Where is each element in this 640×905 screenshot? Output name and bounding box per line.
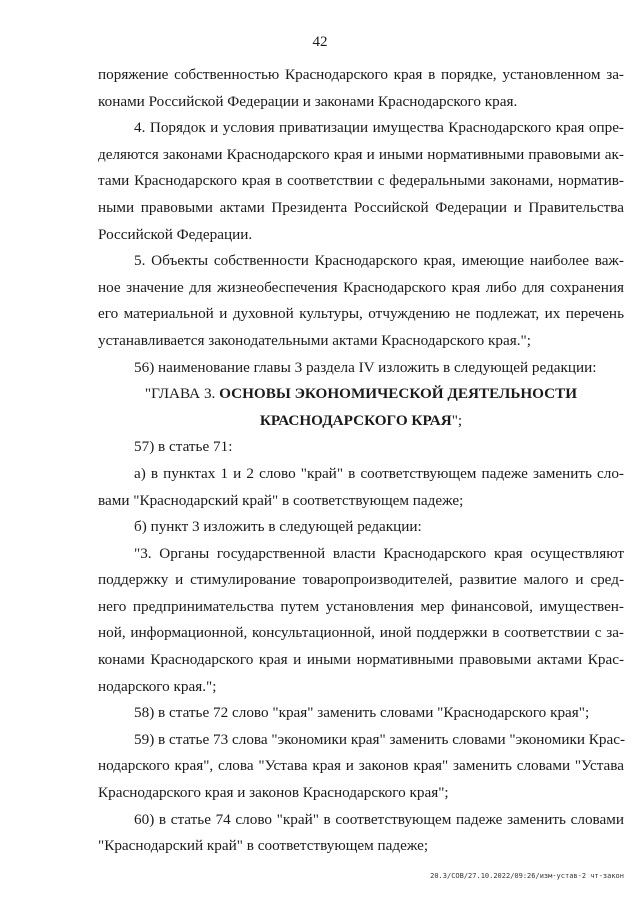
chapter-heading-suffix: "; (451, 411, 463, 429)
text-line: тами Краснодарского края в соответствии с федеральными законами, норматив- (98, 172, 624, 190)
chapter-heading-title-cont: КРАСНОДАРСКОГО КРАЯ (259, 411, 452, 429)
text-line: 56) наименование главы 3 раздела IV изложить в следующей редакции: (134, 358, 597, 376)
paragraph-group-after-heading (98, 434, 624, 860)
paragraph-group-before-heading (98, 62, 624, 381)
paragraph-p2 (98, 115, 624, 248)
text-line: ной, информационной, консультационной, иной поддержки в соответствии с за- (98, 624, 624, 642)
text-line: Краснодарского края и законов Краснодарского края"; (98, 784, 449, 802)
page-number: 42 (312, 34, 328, 50)
document-body (98, 62, 624, 860)
text-line: нодарского края."; (98, 677, 217, 695)
paragraph-p7 (98, 514, 624, 541)
text-line: а) в пунктах 1 и 2 слово "край" в соответствующем падеже заменить сло- (134, 464, 624, 482)
text-line: ное значение для жизнеобеспечения Краснодарского края либо для сохранения (98, 278, 624, 296)
text-line: него предпринимательства путем установления мер финансовой, имуществен- (98, 597, 624, 615)
text-line: устанавливается законодательными актами Краснодарского края."; (98, 331, 531, 349)
paragraph-p4 (98, 355, 624, 382)
text-line: поряжение собственностью Краснодарского края в порядке, установленном за- (98, 66, 624, 83)
text-line: 60) в статье 74 слово "край" в соответствующем падеже заменить словами (134, 810, 624, 828)
text-line: 59) в статье 73 слова "экономики края" заменить словами "экономики Крас- (134, 730, 626, 748)
document-footer-code: 20.3/СОВ/27.10.2022/09:26/изм-устав-2 чт-закон (430, 872, 624, 880)
text-line: "Краснодарский край" в соответствующем падеже; (98, 837, 429, 855)
paragraph-p3 (98, 248, 624, 354)
chapter-heading-prefix: "ГЛАВА 3. (144, 385, 220, 403)
text-line: его материальной и духовной культуры, отчуждению не подлежат, их перечень (98, 305, 624, 323)
text-line: 5. Объекты собственности Краснодарского края, имеющие наиболее важ- (134, 252, 624, 270)
paragraph-p5 (98, 434, 624, 461)
text-line: поддержку и стимулирование товаропроизводителей, развитие малого и сред- (98, 571, 624, 589)
text-line: ными правовыми актами Президента Российской Федерации и Правительства (98, 198, 624, 216)
text-line: вами "Краснодарский край" в соответствующем падеже; (98, 491, 464, 509)
paragraph-p8 (98, 541, 624, 701)
paragraph-p10 (98, 727, 624, 807)
chapter-heading-line-2 (98, 408, 624, 435)
paragraph-p11 (98, 807, 624, 860)
text-line: конами Краснодарского края и иными нормативными правовыми актами Крас- (98, 651, 624, 669)
text-line: 58) в статье 72 слово "края" заменить словами "Краснодарского края"; (134, 704, 590, 722)
chapter-heading (98, 381, 624, 434)
text-line: б) пункт 3 изложить в следующей редакции: (134, 518, 422, 536)
paragraph-p9 (98, 700, 624, 727)
text-line: Российской Федерации. (98, 225, 253, 243)
chapter-heading-title: ОСНОВЫ ЭКОНОМИЧЕСКОЙ ДЕЯТЕЛЬНОСТИ (219, 385, 578, 403)
text-line: деляются законами Краснодарского края и иными нормативными правовыми ак- (98, 145, 624, 163)
text-line: 4. Порядок и условия приватизации имущества Краснодарского края опре- (134, 119, 624, 137)
text-line: нодарского края", слова "Устава края и законов края" заменить словами "Устава (98, 757, 624, 775)
text-line: "3. Органы государственной власти Краснодарского края осуществляют (134, 544, 624, 562)
text-line: 57) в статье 71: (134, 438, 233, 456)
paragraph-p1 (98, 62, 624, 115)
paragraph-p6 (98, 461, 624, 514)
text-line: конами Российской Федерации и законами Краснодарского края. (98, 92, 518, 110)
chapter-heading-line-1 (98, 381, 624, 408)
